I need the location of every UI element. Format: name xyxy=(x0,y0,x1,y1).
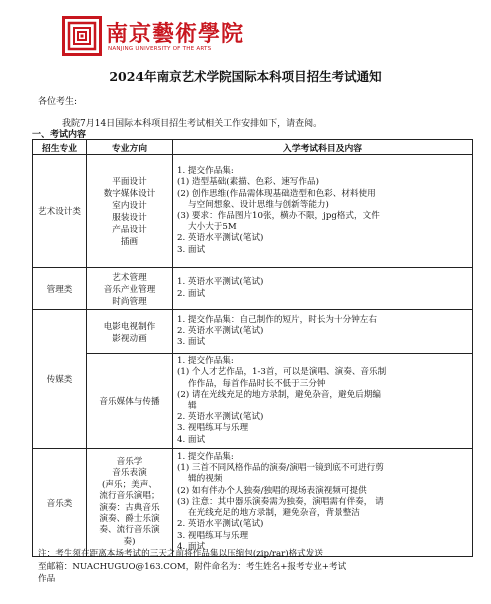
university-logo xyxy=(62,16,262,62)
requirements-cell: 1. 提交作品集：自己制作的短片，时长为十分钟左右 2. 英语水平测试(笔试) 3. 面试 xyxy=(173,310,473,354)
logo-chinese-name: 南京藝術學院 xyxy=(106,21,245,47)
section-heading: 一、考试内容 xyxy=(32,130,87,140)
major-cell: 传媒类 xyxy=(33,310,87,449)
footnote xyxy=(38,548,478,586)
direction-cell: 艺术管理 音乐产业管理 时尚管理 xyxy=(87,268,173,310)
header-direction: 专业方向 xyxy=(87,140,173,155)
table-row xyxy=(33,310,473,354)
requirements-cell: 1. 提交作品集: (1) 个人才艺作品，1-3首，可以是演唱、演奏、音乐制 作作品，每首作品时长不低于三分钟 (2) 请在光线充足的地方录制，避免杂音，避免后期编 辑 2. 英语水平测试(笔试) 3. 视唱练耳与乐理 4. 面试 xyxy=(173,354,473,449)
footnote-line: 至邮箱：NUACHUGUO@163.COM，附件命名为：考生姓名+报考专业+考试 xyxy=(38,561,347,572)
major-cell: 音乐类 xyxy=(33,449,87,557)
table-row xyxy=(33,268,473,310)
major-cell: 艺术设计类 xyxy=(33,155,87,268)
table-row xyxy=(33,449,473,557)
major-cell: 管理类 xyxy=(33,268,87,310)
intro-paragraph: 我院7月14日国际本科项目招生考试相关工作安排如下，请查阅。 xyxy=(62,119,323,129)
direction-cell: 电影电视制作 影视动画 xyxy=(87,310,173,354)
notice-title: 2024年南京艺术学院国际本科项目招生考试通知 xyxy=(109,69,382,84)
direction-cell: 平面设计 数字媒体设计 室内设计 服装设计 产品设计 插画 xyxy=(87,155,173,268)
table-row xyxy=(33,354,473,449)
salutation: 各位考生: xyxy=(38,97,78,107)
requirements-cell: 1. 提交作品集: (1) 三首不同风格作品的演奏/演唱一镜到底不可进行剪 辑的视频 (2) 如有伴办个人独奏/独唱的现场表演视频可提供 (3) 注意：其中器乐演奏需为独奏，演唱需有伴奏， 请 在光线充足的地方录制，避免杂音，背景整洁 2. 英语水平测试(笔试) 3. 视唱练耳与乐理 4. 面试 xyxy=(173,449,473,557)
footnote-line: 注：考生须在距离本场考试的三天之前将作品集以压缩包(zip/rar)格式发送 xyxy=(38,549,323,559)
table-header-row xyxy=(33,140,473,155)
exam-table xyxy=(32,139,473,557)
logo-english-name: NANJING UNIVERSITY OF THE ARTS xyxy=(108,46,212,52)
seal-icon xyxy=(62,16,102,56)
direction-cell: 音乐媒体与传播 xyxy=(87,354,173,449)
requirements-cell: 1. 英语水平测试(笔试) 2. 面试 xyxy=(173,268,473,310)
direction-cell: 音乐学 音乐表演 (声乐；美声、 流行音乐演唱； 演奏：古典音乐 演奏、爵士乐演 奏、流行音乐演 奏) xyxy=(87,449,173,557)
requirements-cell: 1. 提交作品集: (1) 造型基础(素描、色彩、速写作品) (2) 创作思维(作品需体现基础造型和色彩、材料使用 与空间想象、设计思维与创新等能力) (3) 要求：作品图片10张，横办不限，jpg格式，文件 大小大于5M 2. 英语水平测试(笔试) 3. 面试 xyxy=(173,155,473,268)
header-requirements: 入学考试科目及内容 xyxy=(173,140,473,155)
footnote-line: 作品 xyxy=(38,574,56,585)
header-major: 招生专业 xyxy=(33,140,87,155)
table-row xyxy=(33,155,473,268)
